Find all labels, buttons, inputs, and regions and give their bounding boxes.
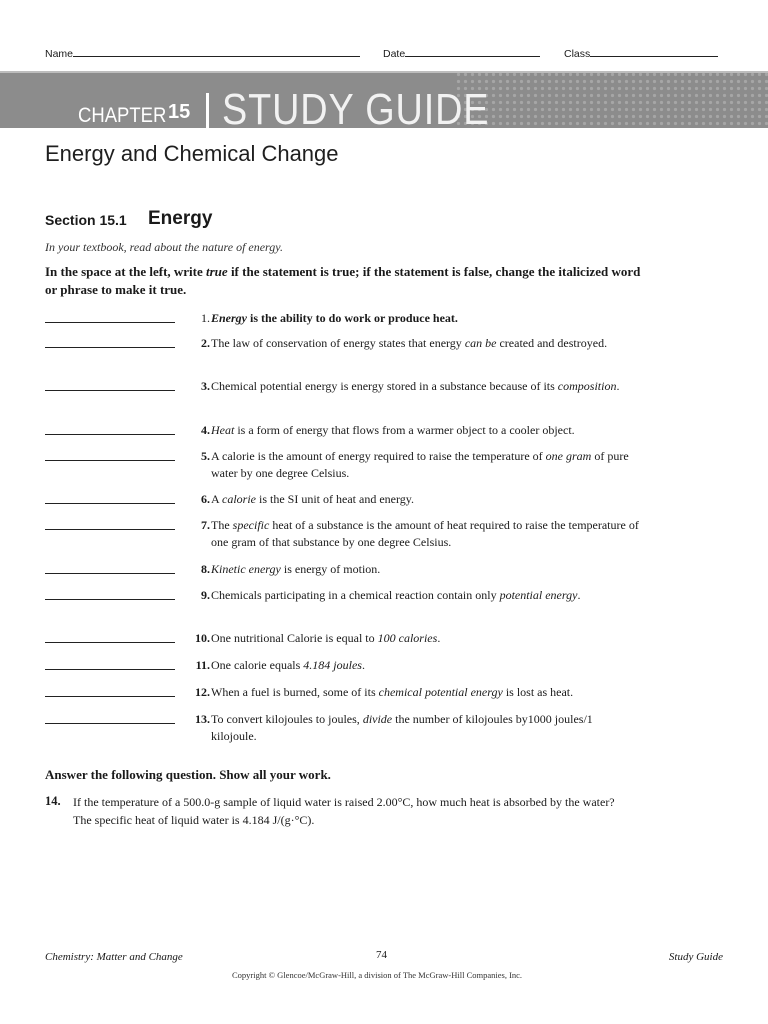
answer-blank[interactable] <box>45 711 175 724</box>
instructions <box>45 263 645 299</box>
question-text: If the temperature of a 500.0-g sample of liquid water is raised 2.00°C, how much heat is absorbed by the water? The specific heat of liquid water is 4.184 J/(g·°C). <box>73 795 615 827</box>
item-number: 13. <box>195 712 210 726</box>
item-number: 11. <box>195 658 210 672</box>
chapter-number: 15 <box>168 101 191 123</box>
answer-blank[interactable] <box>45 630 175 643</box>
answer-blank[interactable] <box>45 378 175 391</box>
item-italic-term: Kinetic energy <box>211 562 281 576</box>
item-statement <box>211 491 641 508</box>
section-name: Energy <box>148 208 213 229</box>
item-number: 3. <box>201 379 210 393</box>
item-number: 8. <box>201 562 210 576</box>
question-instructions: Answer the following question. Show all your work. <box>45 767 331 782</box>
item-italic-term: potential energy <box>499 588 578 602</box>
instructions-part2: if the statement is true; if the statement is false, change the italicized word or phrase to make it true. <box>45 264 641 297</box>
item-text-a: One calorie equals <box>211 658 304 672</box>
answer-blank[interactable] <box>45 491 175 504</box>
item-number: 6. <box>201 492 210 506</box>
item-text-a: The law of conservation of energy states that energy <box>211 336 465 350</box>
date-blank[interactable] <box>405 45 540 57</box>
item-text-b: . <box>361 658 365 672</box>
item-text-b: is energy of motion. <box>280 562 381 576</box>
study-guide-title: STUDY GUIDE <box>222 85 490 128</box>
item-statement <box>211 684 641 701</box>
answer-blank[interactable] <box>45 517 175 530</box>
item-text-a: One nutritional Calorie is equal to <box>211 631 378 645</box>
instructions-part1: In the space at the left, write <box>45 264 207 279</box>
item-text-b: is the ability to do work or produce heat. <box>247 311 458 325</box>
footer-guide-label: Study Guide <box>668 951 723 963</box>
reading-note: In your textbook, read about the nature of energy. <box>45 240 283 254</box>
item-text-b: heat of a substance is the amount of heat required to raise the temperature of one gram of that substance by one degree Celsius. <box>211 518 639 549</box>
item-italic-term: chemical potential energy <box>378 685 503 699</box>
answer-blank[interactable] <box>45 684 175 697</box>
item-text-b: created and destroyed. <box>496 336 608 350</box>
item-number: 5. <box>201 449 210 463</box>
item-italic-term: composition <box>557 379 617 393</box>
name-label: Name <box>45 48 74 60</box>
footer-book-title: Chemistry: Matter and Change <box>45 951 183 963</box>
item-text-a: Chemicals participating in a chemical reaction contain only <box>211 588 500 602</box>
item-statement <box>211 587 641 604</box>
item-statement <box>211 422 671 439</box>
item-text-b: is lost as heat. <box>502 685 574 699</box>
answer-blank[interactable] <box>45 657 175 670</box>
item-italic-term: can be <box>464 336 497 350</box>
item-text-a: Chemical potential energy is energy stored in a substance because of its <box>211 379 558 393</box>
item-text-a: A <box>211 492 223 506</box>
instructions-true-word: true <box>206 264 228 279</box>
banner-top-strip <box>0 71 768 73</box>
name-blank[interactable] <box>73 45 360 57</box>
item-italic-term: one gram <box>545 449 592 463</box>
answer-blank[interactable] <box>45 448 175 461</box>
item-text-b: the number of kilojoules by1000 joules/1 kilojoule. <box>211 712 593 743</box>
item-number: 12. <box>195 685 210 699</box>
page-title: Energy and Chemical Change <box>45 141 339 166</box>
item-italic-term: divide <box>362 712 393 726</box>
item-statement <box>211 378 641 395</box>
item-statement <box>211 517 641 551</box>
date-label: Date <box>383 48 406 60</box>
answer-blank[interactable] <box>45 310 175 323</box>
chapter-banner <box>0 71 768 128</box>
item-statement <box>211 711 641 745</box>
class-field[interactable] <box>564 45 718 60</box>
item-number: 7. <box>201 518 210 532</box>
item-statement <box>211 310 641 327</box>
answer-blank[interactable] <box>45 422 175 435</box>
item-number: 1. <box>201 311 210 325</box>
item-italic-term: specific <box>232 518 270 532</box>
item-statement <box>211 448 641 482</box>
item-statement <box>211 335 641 352</box>
item-text-b: . <box>437 631 441 645</box>
item-number: 4. <box>201 423 210 437</box>
item-statement <box>211 630 641 647</box>
item-text-b: is the SI unit of heat and energy. <box>256 492 414 506</box>
student-info-line <box>45 45 725 61</box>
question-number: 14. <box>45 794 61 808</box>
class-label: Class <box>564 48 591 60</box>
chapter-word: CHAPTER <box>78 104 167 127</box>
item-italic-term: Heat <box>211 423 235 437</box>
copyright-notice: Copyright © Glencoe/McGraw-Hill, a division of The McGraw-Hill Companies, Inc. <box>232 970 523 980</box>
item-text-b: . <box>577 588 581 602</box>
item-number: 10. <box>195 631 210 645</box>
item-text-b: . <box>616 379 620 393</box>
answer-blank[interactable] <box>45 587 175 600</box>
item-text-b: is a form of energy that flows from a warmer object to a cooler object. <box>234 423 575 437</box>
item-number: 2. <box>201 336 210 350</box>
item-italic-term: Energy <box>211 311 247 325</box>
item-text-a: A calorie is the amount of energy required to raise the temperature of <box>211 449 546 463</box>
answer-blank[interactable] <box>45 335 175 348</box>
item-text-b: of pure water by one degree Celsius. <box>211 449 629 480</box>
item-text-a: The <box>211 518 233 532</box>
page-number: 74 <box>376 949 387 961</box>
item-statement <box>211 561 641 578</box>
class-blank[interactable] <box>590 45 718 57</box>
item-italic-term: 100 calories <box>377 631 438 645</box>
date-field[interactable] <box>383 45 540 60</box>
item-italic-term: 4.184 joules <box>303 658 362 672</box>
item-number: 9. <box>201 588 210 602</box>
answer-blank[interactable] <box>45 561 175 574</box>
item-italic-term: calorie <box>222 492 257 506</box>
item-text-a: To convert kilojoules to joules, <box>211 712 363 726</box>
section-number: Section 15.1 <box>45 212 127 228</box>
item-statement <box>211 657 641 674</box>
chapter-divider <box>206 93 209 128</box>
item-text-a: When a fuel is burned, some of its <box>211 685 379 699</box>
name-field[interactable] <box>45 45 360 60</box>
